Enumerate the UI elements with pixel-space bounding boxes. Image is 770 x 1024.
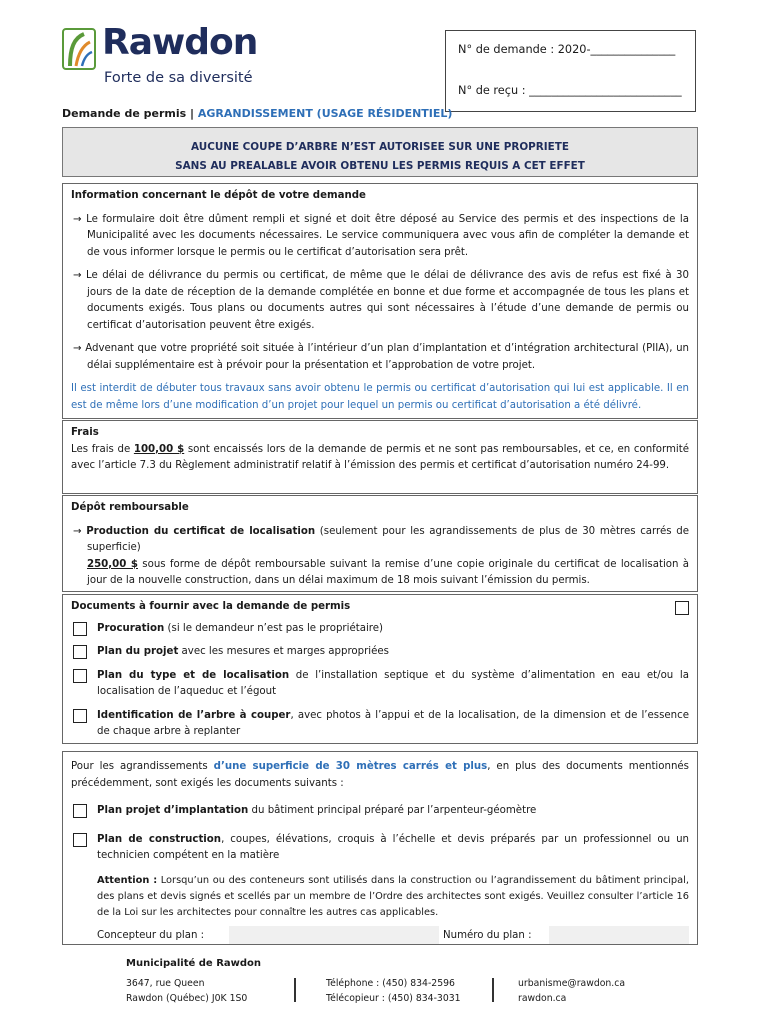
extended-checkbox[interactable]	[73, 833, 87, 847]
request-number-field[interactable]: N° de demande : 2020-_______________	[458, 43, 676, 56]
info-section	[62, 183, 698, 419]
document-checkbox[interactable]	[73, 645, 87, 659]
info-heading: Information concernant le dépôt de votre demande	[71, 190, 366, 201]
tree-cutting-warning	[62, 127, 698, 177]
footer-fax: Télécopieur : (450) 834-3031	[326, 993, 461, 1004]
footer-phones	[326, 976, 461, 1006]
footer	[126, 956, 698, 1004]
document-checkbox[interactable]	[73, 622, 87, 636]
documents-section-checkbox[interactable]	[675, 601, 689, 615]
warning-line-2: SANS AU PREALABLE AVOIR OBTENU LES PERMIS REQUIS A CET EFFET	[175, 160, 585, 172]
request-number-box	[445, 30, 696, 112]
rawdon-logo	[62, 22, 262, 90]
warning-line-1: AUCUNE COUPE D’ARBRE N’EST AUTORISEE SUR UNE PROPRIETE	[191, 141, 569, 153]
fees-amount: 100,00 $	[133, 443, 185, 455]
extended-item: Plan de construction, coupes, élévations, croquis à l’échelle et devis préparés par un professionnel ou un technicien compétent en la matière	[71, 832, 689, 865]
form-title	[62, 107, 452, 120]
footer-divider	[294, 978, 296, 1002]
extended-requirements-section	[62, 751, 698, 945]
fees-text: Les frais de 100,00 $ sont encaissés lors de la demande de permis et ne sont pas remboursables, et ce, en conformité avec l’article 7.3 du Règlement administratif relatif à l’émission des permis et certificat d’autorisation numéro 24-99.	[71, 443, 689, 471]
attention-note: Attention : Lorsqu’un ou des conteneurs sont utilisés dans la construction ou l’agrandissement du bâtiment principal, des plans et devis signés et scellés par un membre de l’Ordre des architectes sont exigés. Veuillez consulter l’article 16 de la Loi sur les architectes pour connaître les autres cas applicables.	[97, 874, 689, 918]
designer-input[interactable]	[229, 926, 439, 944]
document-checkbox[interactable]	[73, 669, 87, 683]
deposit-heading: Dépôt remboursable	[71, 502, 189, 513]
logo-name: Rawdon	[102, 22, 258, 63]
deposit-amount: 250,00 $	[87, 558, 138, 570]
document-item: Plan du projet avec les mesures et marges appropriées	[71, 644, 689, 661]
footer-email[interactable]: urbanisme@rawdon.ca	[518, 978, 626, 989]
footer-org: Municipalité de Rawdon	[126, 958, 262, 969]
info-notice: Il est interdit de débuter tous travaux sans avoir obtenu le permis ou certificat d’autorisation qui lui est applicable. Il en est de même lors d’une modification d’un projet pour lequel un permis ou certificat d’autorisation a été délivré.	[71, 383, 689, 411]
document-checkbox[interactable]	[73, 709, 87, 723]
plan-number-label: Numéro du plan :	[443, 929, 532, 941]
info-item-1: → Le formulaire doit être dûment rempli et signé et doit être déposé au Service des permis et des inspections de la Municipalité avec les documents nécessaires. Le service communiquera avec vous afin de compléter la demande et de vous informer lorsque le permis ou le certificat d’autorisation sera prêt.	[73, 213, 689, 258]
logo-mark-icon	[62, 28, 96, 70]
footer-phone: Téléphone : (450) 834-2596	[326, 978, 455, 989]
extended-intro: Pour les agrandissements d’une superficie de 30 mètres carrés et plus, en plus des documents mentionnés précédemment, sont exigés les documents suivants :	[71, 761, 689, 789]
plan-number-input[interactable]	[549, 926, 689, 944]
form-title-sub: AGRANDISSEMENT (USAGE RÉSIDENTIEL)	[197, 107, 453, 120]
info-item-3: → Advenant que votre propriété soit située à l’intérieur d’un plan d’implantation et d’intégration architectural (PIIA), un délai supplémentaire est à prévoir pour la présentation et l’approbation de votre projet.	[73, 343, 689, 371]
footer-address: 3647, rue Queen Rawdon (Québec) J0K 1S0	[126, 978, 248, 1004]
documents-heading: Documents à fournir avec la demande de permis	[71, 601, 351, 612]
deposit-item: → Production du certificat de localisation (seulement pour les agrandissements de plus de 30 mètres carrés de superficie)	[73, 525, 689, 553]
footer-web[interactable]: rawdon.ca	[518, 993, 567, 1004]
receipt-number-field[interactable]: N° de reçu : ___________________________	[458, 84, 682, 97]
extended-item: Plan projet d’implantation du bâtiment principal préparé par l’arpenteur-géomètre	[71, 803, 689, 820]
fees-heading: Frais	[71, 427, 99, 438]
deposit-amount-text: 250,00 $ sous forme de dépôt remboursable suivant la remise d’une copie originale du certificat de localisation à jour de la nouvelle construction, dans un délai maximum de 18 mois suivant l’émission du permis.	[87, 558, 689, 586]
footer-contact	[518, 976, 625, 1006]
documents-section	[62, 594, 698, 744]
logo-tagline: Forte de sa diversité	[104, 70, 253, 86]
deposit-item-title: Production du certificat de localisation	[86, 525, 316, 537]
form-title-main: Demande de permis |	[62, 107, 198, 120]
plan-fields	[71, 926, 689, 946]
extended-intro-bold: d’une superficie de 30 mètres carrés et plus	[213, 761, 488, 772]
footer-divider	[492, 978, 494, 1002]
document-item: Plan du type et de localisation de l’installation septique et du système d’alimentation en eau et/ou la localisation de l’aqueduc et l’égout	[71, 668, 689, 701]
fees-section	[62, 420, 698, 494]
info-item-2: → Le délai de délivrance du permis ou certificat, de même que le délai de délivrance des avis de refus est fixé à 30 jours de la date de réception de la demande complétée en bonne et due forme et accompagnée de tous les plans et documents exigés. Tous plans ou documents autres qui sont nécessaires à l’étude d’une demande de permis ou certificat d’autorisation peuvent être exigés.	[73, 270, 689, 331]
deposit-section	[62, 495, 698, 592]
document-item: Procuration (si le demandeur n’est pas le propriétaire)	[71, 621, 689, 638]
document-item: Identification de l’arbre à couper, avec photos à l’appui et de la localisation, de la dimension et de l’essence de chaque arbre à replanter	[71, 708, 689, 741]
extended-checkbox[interactable]	[73, 804, 87, 818]
designer-label: Concepteur du plan :	[97, 929, 205, 941]
